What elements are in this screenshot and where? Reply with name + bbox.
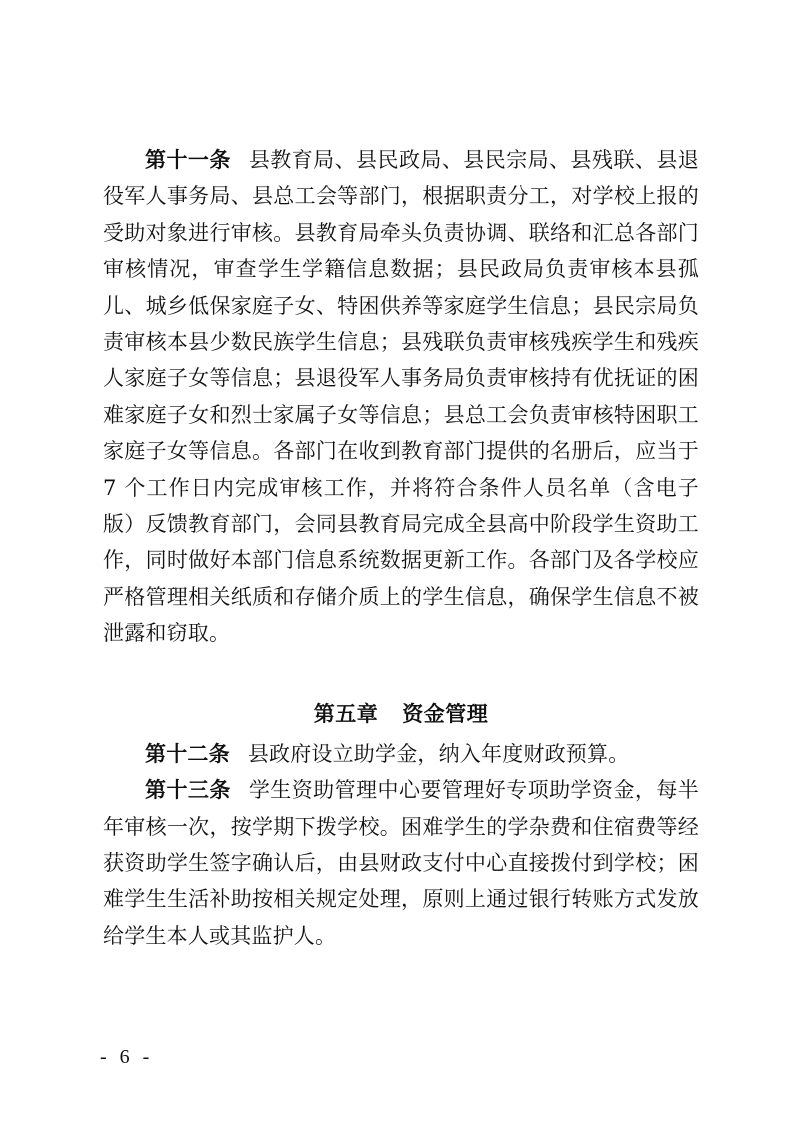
chapter-5-title: 资金管理 — [402, 701, 489, 726]
article-13-paragraph — [103, 772, 699, 954]
article-13-number: 第十三条 — [145, 778, 231, 803]
article-11-number: 第十一条 — [145, 148, 231, 172]
chapter-5-number: 第五章 — [313, 701, 379, 726]
article-12-paragraph — [103, 736, 699, 772]
article-12-number: 第十二条 — [145, 741, 230, 766]
article-11-text: 县教育局、县民政局、县民宗局、县残联、县退役军人事务局、县总工会等部门，根据职责分工，对学校上报的受助对象进行审核。县教育局牵头负责协调、联络和汇总各部门审核情况，审查学生学籍信息数据；县民政局负责审核本县孤儿、城乡低保家庭子女、特困供养等家庭学生信息；县民宗局负责审核本县少数民族学生信息；县残联负责审核残疾学生和残疾人家庭子女等信息；县退役军人事务局负责审核持有优抚证的困难家庭子女和烈士家属子女等信息；县总工会负责审核特困职工家庭子女等信息。各部门在收到教育部门提供的名册后，应当于 7 个工作日内完成审核工作，并将符合条件人员名单（含电子版）反馈教育部门，会同县教育局完成全县高中阶段学生资助工作，同时做好本部门信息系统数据更新工作。各部门及各学校应严格管理相关纸质和存储介质上的学生信息，确保学生信息不被泄露和窃取。 — [103, 148, 699, 646]
article-13-text: 学生资助管理中心要管理好专项助学资金，每半年审核一次，按学期下拨学校。困难学生的学杂费和住宿费等经获资助学生签字确认后，由县财政支付中心直接拨付到学校；困难学生生活补助按相关规定处理，原则上通过银行转账方式发放给学生本人或其监护人。 — [103, 778, 699, 948]
article-12-text: 县政府设立助学金，纳入年度财政预算。 — [247, 741, 630, 766]
article-11-paragraph — [103, 142, 699, 652]
page-number: - 6 - — [100, 1046, 154, 1068]
document-body — [103, 142, 699, 954]
chapter-5-heading — [103, 696, 699, 732]
